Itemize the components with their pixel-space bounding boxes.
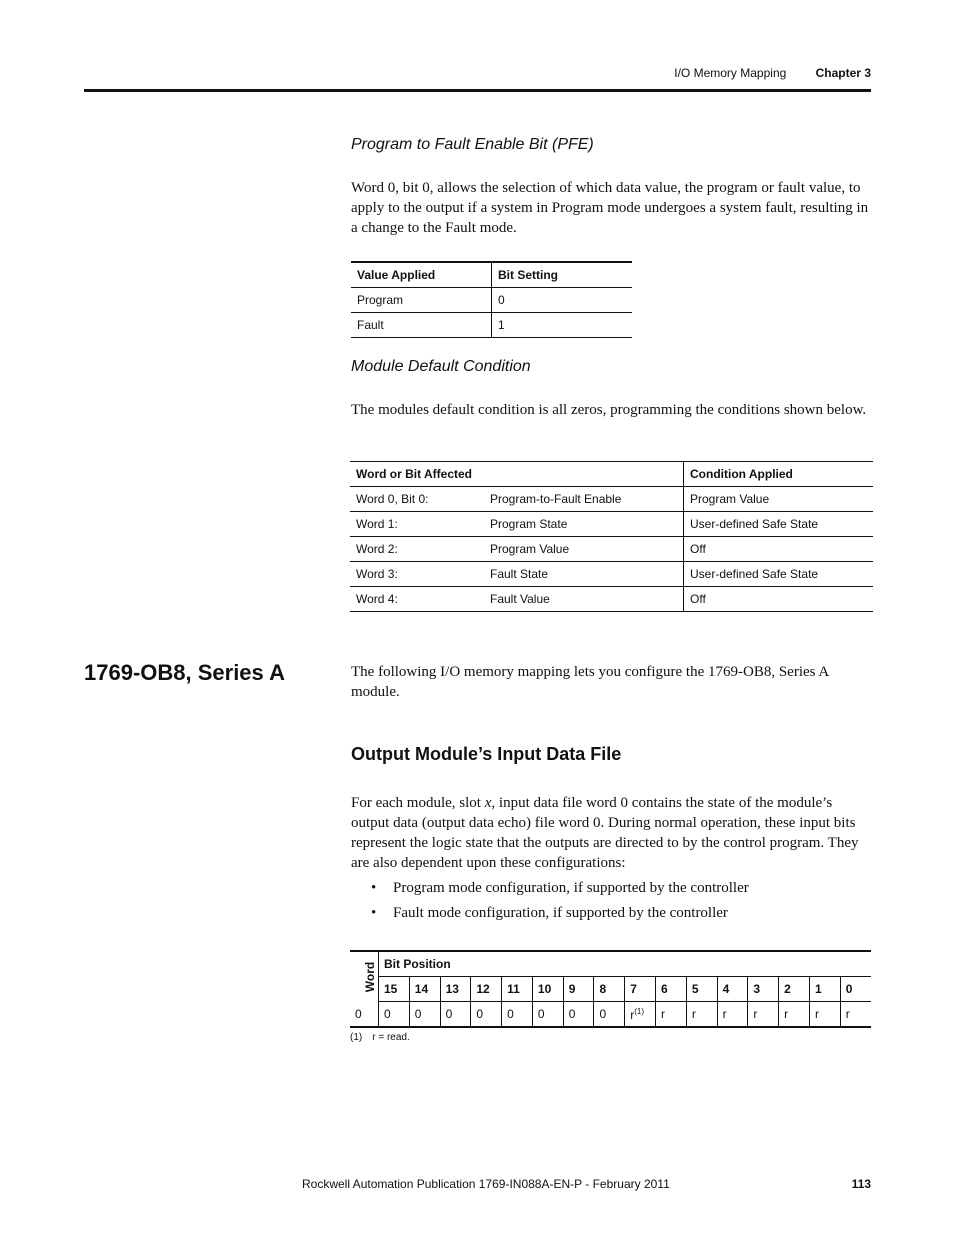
header-chapter-label: Chapter 3 <box>815 66 871 80</box>
bit-number-cell: 15 <box>379 977 410 1002</box>
paragraph-text: , input data file word 0 contains the state of the module’s output data (output data echo) file word 0. During normal operation, these input bits represent the logic state that the outputs are directed to by the control program. They are also dependent upon these configurations: <box>351 795 859 871</box>
configuration-list <box>371 878 749 928</box>
bit-number-cell: 13 <box>440 977 471 1002</box>
table-cell: Word 0, Bit 0: <box>350 487 484 512</box>
bit-number-cell: 4 <box>717 977 748 1002</box>
table-cell: User-defined Safe State <box>684 512 874 537</box>
bit-number-cell: 5 <box>686 977 717 1002</box>
footnote-reference: (1) <box>634 1006 645 1016</box>
bit-value-cell: r <box>656 1002 687 1028</box>
footnote-number: (1) <box>350 1032 363 1043</box>
slot-variable: x <box>484 795 492 811</box>
bit-number-cell: 3 <box>748 977 779 1002</box>
table-row <box>350 1002 871 1028</box>
bit-number-cell: 0 <box>840 977 871 1002</box>
table-cell: Off <box>684 587 874 612</box>
list-item: • Program mode configuration, if supported by the controller <box>371 878 749 903</box>
table-cell: Word 3: <box>350 562 484 587</box>
bit-number-cell: 9 <box>563 977 594 1002</box>
list-item: • Fault mode configuration, if supported by the controller <box>371 903 749 928</box>
table-row <box>350 587 873 612</box>
table-header-row <box>351 262 632 288</box>
bit-position-header: Bit Position <box>379 951 872 977</box>
input-data-file-heading: Output Module’s Input Data File <box>351 744 622 764</box>
header-section-title: I/O Memory Mapping <box>674 66 787 80</box>
bit-number-cell: 7 <box>625 977 656 1002</box>
section-side-heading: 1769-OB8, Series A <box>84 660 285 685</box>
footnote-text: r = read. <box>372 1032 410 1043</box>
pfe-heading: Program to Fault Enable Bit (PFE) <box>351 136 594 153</box>
bit-value-cell: r <box>686 1002 717 1028</box>
bit-value-cell: 0 <box>471 1002 502 1028</box>
bit-value-cell: 0 <box>409 1002 440 1028</box>
bit-number-row <box>350 977 871 1002</box>
table-cell: Word 4: <box>350 587 484 612</box>
word-column-header <box>350 951 379 1002</box>
bit-value-cell: 0 <box>440 1002 471 1028</box>
table-cell: User-defined Safe State <box>684 562 874 587</box>
bit-value-cell: 0 <box>502 1002 533 1028</box>
table-header-row <box>350 951 871 977</box>
table-footnote <box>350 1032 410 1043</box>
table-row <box>350 487 873 512</box>
table-header-cell: Value Applied <box>351 262 492 288</box>
word-number-cell: 0 <box>350 1002 379 1028</box>
table-row <box>350 562 873 587</box>
input-data-file-paragraph <box>351 793 873 873</box>
bit-number-cell: 6 <box>656 977 687 1002</box>
bit-value-cell: 0 <box>563 1002 594 1028</box>
table-row <box>350 537 873 562</box>
table-cell: Word 1: <box>350 512 484 537</box>
ob8-intro-paragraph: The following I/O memory mapping lets you configure the 1769-OB8, Series A module. <box>351 664 829 700</box>
table-cell: 1 <box>492 313 633 338</box>
bit-value-cell <box>625 1002 656 1028</box>
default-condition-heading: Module Default Condition <box>351 358 531 375</box>
table-header-cell: Bit Setting <box>492 262 633 288</box>
bit-value-cell: r <box>779 1002 810 1028</box>
bit-value-cell: 0 <box>594 1002 625 1028</box>
pfe-table <box>351 261 632 338</box>
bit-value-cell: r <box>809 1002 840 1028</box>
table-cell: 0 <box>492 288 633 313</box>
paragraph-text: For each module, slot <box>351 795 485 811</box>
table-header-cell: Condition Applied <box>684 462 874 487</box>
bit-number-cell: 10 <box>532 977 563 1002</box>
table-cell: Program Value <box>484 537 684 562</box>
bit-value-cell: r <box>840 1002 871 1028</box>
bit-position-table <box>350 950 871 1028</box>
bit-number-cell: 1 <box>809 977 840 1002</box>
table-cell: Fault State <box>484 562 684 587</box>
bit-value-cell: r <box>748 1002 779 1028</box>
footer-publication: Rockwell Automation Publication 1769-IN088A-EN-P - February 2011 <box>302 1177 670 1191</box>
table-cell: Program-to-Fault Enable <box>484 487 684 512</box>
default-condition-paragraph: The modules default condition is all zeros, programming the conditions shown below. <box>351 402 867 418</box>
word-label: Word <box>363 961 378 992</box>
table-header-row <box>350 462 873 487</box>
page-number: 113 <box>851 1177 871 1191</box>
bit-value-text: r <box>630 1007 635 1022</box>
bit-number-cell: 2 <box>779 977 810 1002</box>
table-header-cell: Word or Bit Affected <box>350 462 684 487</box>
running-header <box>674 66 871 80</box>
table-cell: Fault Value <box>484 587 684 612</box>
bit-value-cell: 0 <box>379 1002 410 1028</box>
table-cell: Program <box>351 288 492 313</box>
pfe-paragraph: Word 0, bit 0, allows the selection of which data value, the program or fault value, to apply to the output if a system in Program mode undergoes a system fault, resulting in a change to the Fault mode. <box>351 180 869 236</box>
table-cell: Off <box>684 537 874 562</box>
table-row <box>351 313 632 338</box>
bit-number-cell: 14 <box>409 977 440 1002</box>
table-row <box>351 288 632 313</box>
bit-number-cell: 8 <box>594 977 625 1002</box>
bit-number-cell: 11 <box>502 977 533 1002</box>
table-cell: Program Value <box>684 487 874 512</box>
table-cell: Program State <box>484 512 684 537</box>
bit-number-cell: 12 <box>471 977 502 1002</box>
table-row <box>350 512 873 537</box>
bit-value-cell: 0 <box>532 1002 563 1028</box>
table-cell: Word 2: <box>350 537 484 562</box>
default-condition-table <box>350 461 873 612</box>
header-rule <box>84 89 871 92</box>
table-cell: Fault <box>351 313 492 338</box>
bit-value-cell: r <box>717 1002 748 1028</box>
